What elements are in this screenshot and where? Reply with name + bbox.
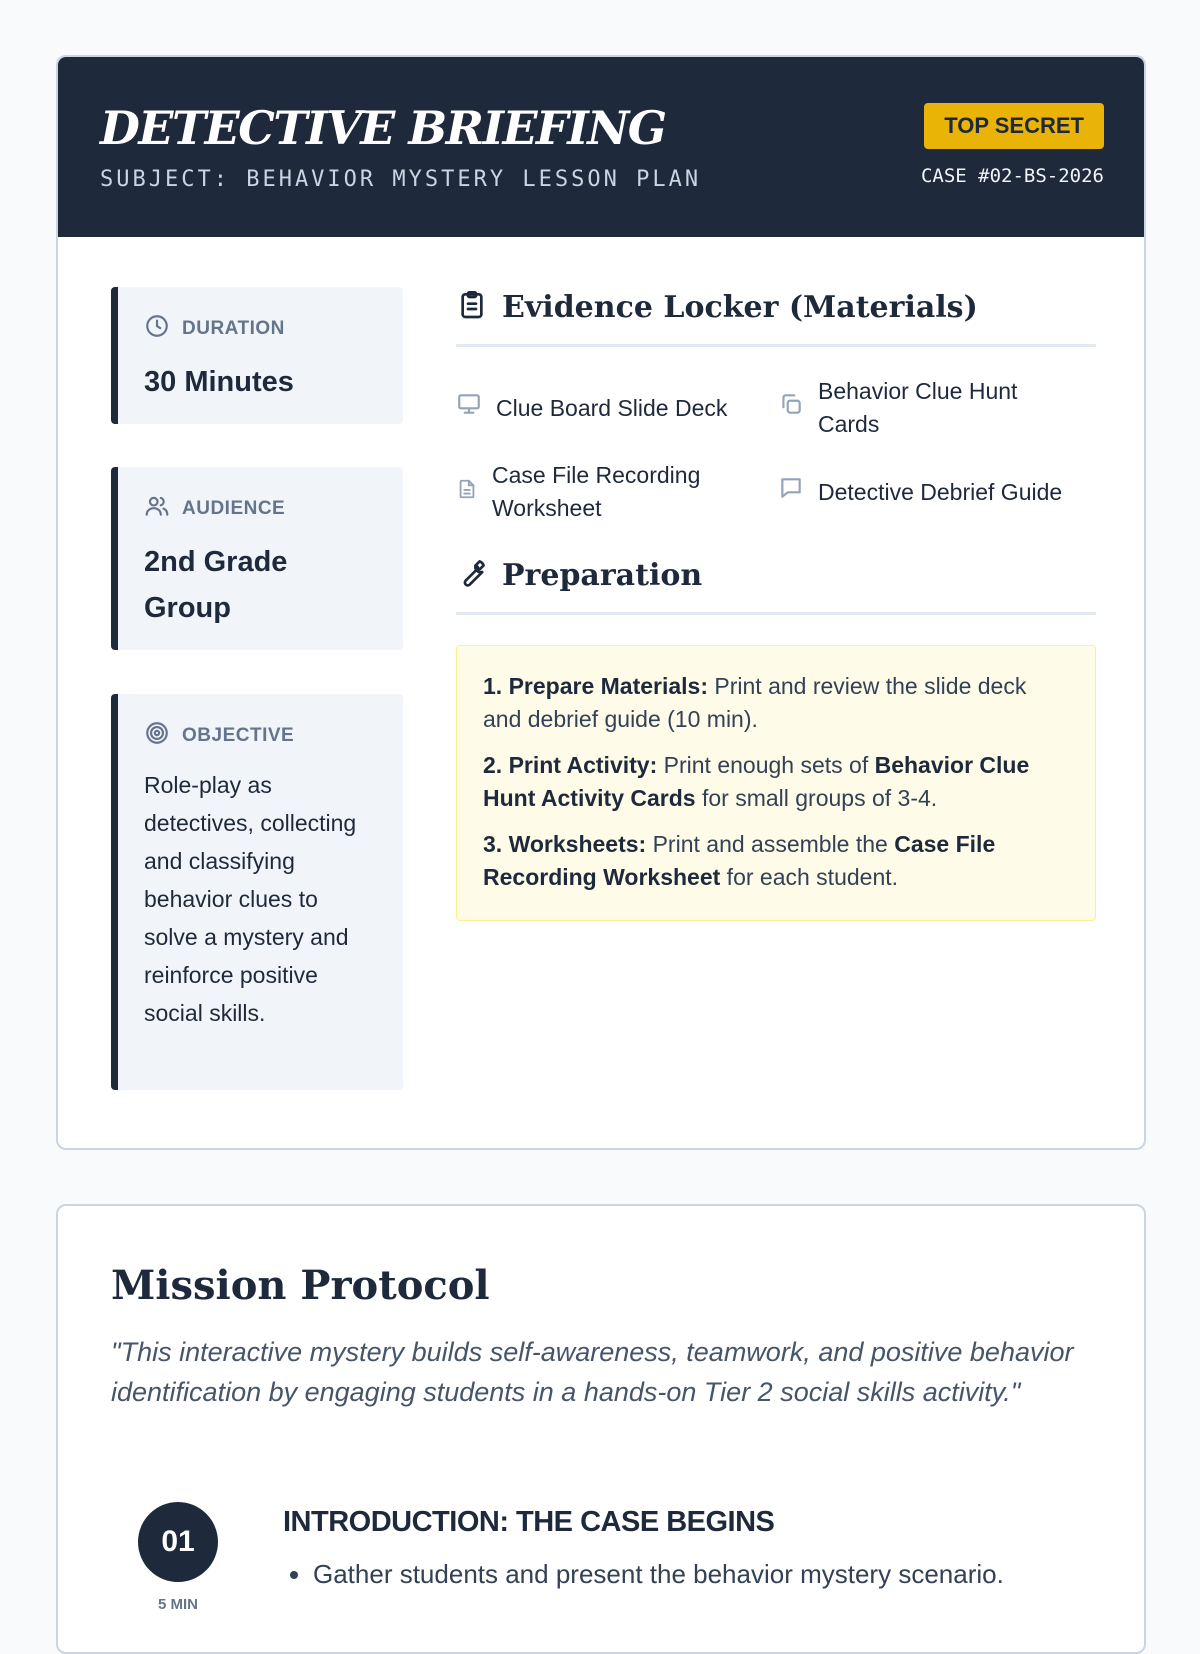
material-label: Detective Debrief Guide bbox=[818, 478, 1063, 505]
file-icon bbox=[456, 476, 478, 509]
page-subtitle: SUBJECT: BEHAVIOR MYSTERY LESSON PLAN bbox=[100, 167, 702, 192]
duration-value: 30 Minutes bbox=[144, 366, 294, 398]
users-icon bbox=[144, 493, 170, 525]
prep-step: 3. Worksheets: Print and assemble the Case File Recording Worksheet for each student. bbox=[483, 831, 996, 890]
materials-heading bbox=[456, 289, 1096, 347]
clipboard-icon bbox=[456, 289, 488, 326]
prep-step: 2. Print Activity: Print enough sets of Behavior Clue Hunt Activity Cards for small groups of 3-4. bbox=[483, 752, 1030, 811]
material-label: Behavior Clue Hunt Cards bbox=[818, 378, 1018, 437]
step-duration: 5 MIN bbox=[157, 1596, 198, 1613]
target-icon bbox=[144, 720, 170, 752]
audience-box bbox=[111, 467, 403, 650]
prep-step: 1. Prepare Materials: Print and review the slide deck and debrief guide (10 min). bbox=[483, 673, 1027, 732]
monitor-icon bbox=[456, 391, 482, 426]
materials-title: Evidence Locker (Materials) bbox=[502, 290, 978, 325]
material-item bbox=[778, 459, 1096, 525]
preparation-heading bbox=[456, 557, 1096, 615]
material-item bbox=[456, 459, 778, 525]
step-bullets bbox=[313, 1554, 1113, 1594]
step-number-badge: 01 bbox=[138, 1502, 218, 1582]
list-item: • Gather students and present the behavior mystery scenario. bbox=[313, 1554, 1113, 1594]
objective-text: Role-play as detectives, collecting and classifying behavior clues to solve a mystery and reinforce positive social skills. bbox=[144, 772, 357, 1026]
duration-box bbox=[111, 287, 403, 424]
preparation-title: Preparation bbox=[502, 558, 703, 593]
case-number: CASE #02-BS-2026 bbox=[920, 165, 1104, 187]
duration-label: DURATION bbox=[182, 318, 285, 339]
message-square-icon bbox=[778, 475, 804, 510]
mission-card bbox=[56, 1204, 1146, 1654]
step-title: INTRODUCTION: THE CASE BEGINS bbox=[283, 1506, 775, 1538]
material-item bbox=[778, 375, 1096, 441]
material-label: Case File Recording Worksheet bbox=[492, 462, 701, 521]
clock-icon bbox=[144, 313, 170, 345]
page-title: DETECTIVE BRIEFING bbox=[100, 101, 666, 155]
top-secret-badge: TOP SECRET bbox=[924, 103, 1104, 149]
preparation-box bbox=[456, 645, 1096, 921]
audience-value: 2nd Grade Group bbox=[144, 546, 288, 624]
objective-box bbox=[111, 694, 403, 1090]
mission-quote: "This interactive mystery builds self-awareness, teamwork, and positive behavior identification by engaging students in a hands-on Tier 2 social skills activity." bbox=[111, 1337, 1074, 1407]
wrench-icon bbox=[456, 557, 488, 594]
copy-icon bbox=[778, 391, 804, 426]
briefing-card bbox=[56, 55, 1146, 1150]
material-label: Clue Board Slide Deck bbox=[496, 394, 728, 421]
material-item bbox=[456, 375, 778, 441]
materials-list bbox=[456, 375, 1096, 525]
audience-label: AUDIENCE bbox=[182, 498, 286, 519]
mission-title: Mission Protocol bbox=[111, 1262, 490, 1309]
objective-label: OBJECTIVE bbox=[182, 725, 295, 746]
briefing-header bbox=[58, 57, 1144, 237]
